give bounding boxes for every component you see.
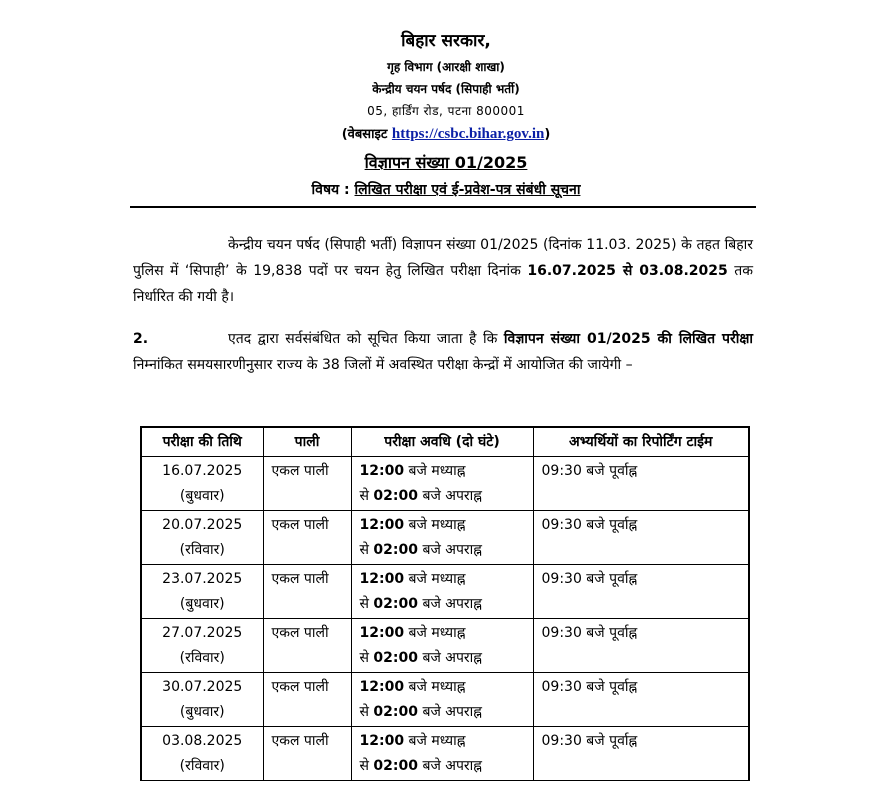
para2-bold: विज्ञापन संख्या 01/2025 की लिखित परीक्षा bbox=[503, 331, 753, 347]
end-prefix: से bbox=[359, 757, 369, 774]
header-shift: पाली bbox=[263, 427, 351, 456]
website-line bbox=[0, 124, 892, 143]
reporting-time-cell: 09:30 बजे पूर्वाह्न bbox=[533, 564, 749, 618]
header-exam-date: परीक्षा की तिथि bbox=[141, 427, 263, 456]
shift-cell: एकल पाली bbox=[263, 672, 351, 726]
exam-date: 03.08.2025 bbox=[162, 732, 243, 749]
end-prefix: से bbox=[359, 487, 369, 504]
start-time: 12:00 bbox=[359, 624, 405, 641]
exam-date: 20.07.2025 bbox=[162, 516, 243, 533]
reporting-time-cell: 09:30 बजे पूर्वाह्न bbox=[533, 456, 749, 510]
board-name: केन्द्रीय चयन पर्षद (सिपाही भर्ती) bbox=[372, 82, 520, 96]
end-text: बजे अपराह्न bbox=[422, 487, 482, 504]
website-suffix: ) bbox=[544, 127, 551, 142]
reporting-time-cell: 09:30 बजे पूर्वाह्न bbox=[533, 726, 749, 780]
govt-title: बिहार सरकार, bbox=[401, 31, 491, 51]
end-text: बजे अपराह्न bbox=[422, 649, 482, 666]
subject-label: विषय : bbox=[311, 182, 350, 198]
start-time: 12:00 bbox=[359, 570, 405, 587]
end-time: 02:00 bbox=[373, 757, 418, 774]
table-row bbox=[141, 510, 749, 564]
table-row bbox=[141, 456, 749, 510]
header-exam-duration: परीक्षा अवधि (दो घंटे) bbox=[351, 427, 533, 456]
para2-number: 2. bbox=[133, 331, 149, 347]
end-time: 02:00 bbox=[373, 649, 418, 666]
end-prefix: से bbox=[359, 541, 369, 558]
table-row bbox=[141, 618, 749, 672]
end-prefix: से bbox=[359, 649, 369, 666]
para2-text-a: एतद द्वारा सर्वसंबंधित को सूचित किया जाता है कि bbox=[228, 331, 498, 347]
shift-cell: एकल पाली bbox=[263, 510, 351, 564]
shift-cell: एकल पाली bbox=[263, 564, 351, 618]
table-header-row bbox=[141, 427, 749, 456]
start-text: बजे मध्याह्न bbox=[408, 624, 466, 641]
end-time: 02:00 bbox=[373, 541, 418, 558]
shift-cell: एकल पाली bbox=[263, 618, 351, 672]
end-text: बजे अपराह्न bbox=[422, 703, 482, 720]
start-time: 12:00 bbox=[359, 732, 405, 749]
end-time: 02:00 bbox=[373, 703, 418, 720]
duration-cell bbox=[351, 510, 533, 564]
start-time: 12:00 bbox=[359, 462, 405, 479]
start-text: बजे मध्याह्न bbox=[408, 516, 466, 533]
exam-schedule-table bbox=[140, 426, 750, 781]
reporting-time-cell: 09:30 बजे पूर्वाह्न bbox=[533, 510, 749, 564]
duration-cell bbox=[351, 672, 533, 726]
exam-date: 27.07.2025 bbox=[162, 624, 243, 641]
exam-date-cell bbox=[141, 618, 263, 672]
exam-day: (बुधवार) bbox=[179, 595, 225, 612]
start-text: बजे मध्याह्न bbox=[408, 570, 466, 587]
para1-date-range: 16.07.2025 से 03.08.2025 bbox=[527, 263, 728, 279]
department-name: गृह विभाग (आरक्षी शाखा) bbox=[387, 60, 505, 74]
para2-text-b: निम्नांकित समयसारणीनुसार राज्य के 38 जिलों में अवस्थित परीक्षा केन्द्रों में आयोजित की जायेगी – bbox=[133, 357, 633, 373]
start-time: 12:00 bbox=[359, 516, 405, 533]
advert-number: विज्ञापन संख्या 01/2025 bbox=[364, 153, 528, 172]
end-time: 02:00 bbox=[373, 487, 418, 504]
end-text: बजे अपराह्न bbox=[422, 541, 482, 558]
exam-date: 23.07.2025 bbox=[162, 570, 243, 587]
exam-date-cell bbox=[141, 456, 263, 510]
start-time: 12:00 bbox=[359, 678, 405, 695]
exam-date-cell bbox=[141, 672, 263, 726]
end-prefix: से bbox=[359, 595, 369, 612]
para1-text-a: केन्द्रीय चयन पर्षद (सिपाही भर्ती) विज्ञापन संख्या 01/2025 (दिनांक 11.03. 2025) के तहत बिहार पुलिस में ‘सिपाही’ के 19,838 पदों पर चयन हेतु लिखित परीक्षा दिनांक bbox=[133, 237, 753, 279]
duration-cell bbox=[351, 618, 533, 672]
exam-date-cell bbox=[141, 564, 263, 618]
end-text: बजे अपराह्न bbox=[422, 757, 482, 774]
header-divider bbox=[130, 206, 756, 208]
exam-day: (बुधवार) bbox=[179, 703, 225, 720]
reporting-time-cell: 09:30 बजे पूर्वाह्न bbox=[533, 672, 749, 726]
exam-day: (बुधवार) bbox=[179, 487, 225, 504]
para1-text-b: तक निर्धारित की गयी है। bbox=[133, 263, 754, 305]
end-time: 02:00 bbox=[373, 595, 418, 612]
end-prefix: से bbox=[359, 703, 369, 720]
duration-cell bbox=[351, 456, 533, 510]
website-prefix: (वेबसाइट bbox=[341, 127, 388, 142]
table-row bbox=[141, 726, 749, 780]
website-link[interactable]: https://csbc.bihar.gov.in bbox=[391, 126, 545, 142]
exam-date-cell bbox=[141, 726, 263, 780]
shift-cell: एकल पाली bbox=[263, 726, 351, 780]
exam-day: (रविवार) bbox=[179, 757, 225, 774]
end-text: बजे अपराह्न bbox=[422, 595, 482, 612]
exam-date-cell bbox=[141, 510, 263, 564]
start-text: बजे मध्याह्न bbox=[408, 732, 466, 749]
start-text: बजे मध्याह्न bbox=[408, 678, 466, 695]
paragraph-1 bbox=[133, 232, 753, 310]
start-text: बजे मध्याह्न bbox=[408, 462, 466, 479]
exam-date: 16.07.2025 bbox=[162, 462, 243, 479]
duration-cell bbox=[351, 564, 533, 618]
table-row bbox=[141, 672, 749, 726]
office-address: 05, हार्डिंग रोड, पटना 800001 bbox=[367, 104, 525, 118]
exam-day: (रविवार) bbox=[179, 649, 225, 666]
shift-cell: एकल पाली bbox=[263, 456, 351, 510]
subject-line bbox=[0, 180, 892, 199]
reporting-time-cell: 09:30 बजे पूर्वाह्न bbox=[533, 618, 749, 672]
exam-date: 30.07.2025 bbox=[162, 678, 243, 695]
exam-day: (रविवार) bbox=[179, 541, 225, 558]
duration-cell bbox=[351, 726, 533, 780]
header-reporting-time: अभ्यर्थियों का रिपोर्टिंग टाईम bbox=[533, 427, 749, 456]
table-row bbox=[141, 564, 749, 618]
paragraph-2 bbox=[133, 326, 753, 378]
subject-text: लिखित परीक्षा एवं ई-प्रवेश-पत्र संबंधी सूचना bbox=[354, 182, 581, 198]
